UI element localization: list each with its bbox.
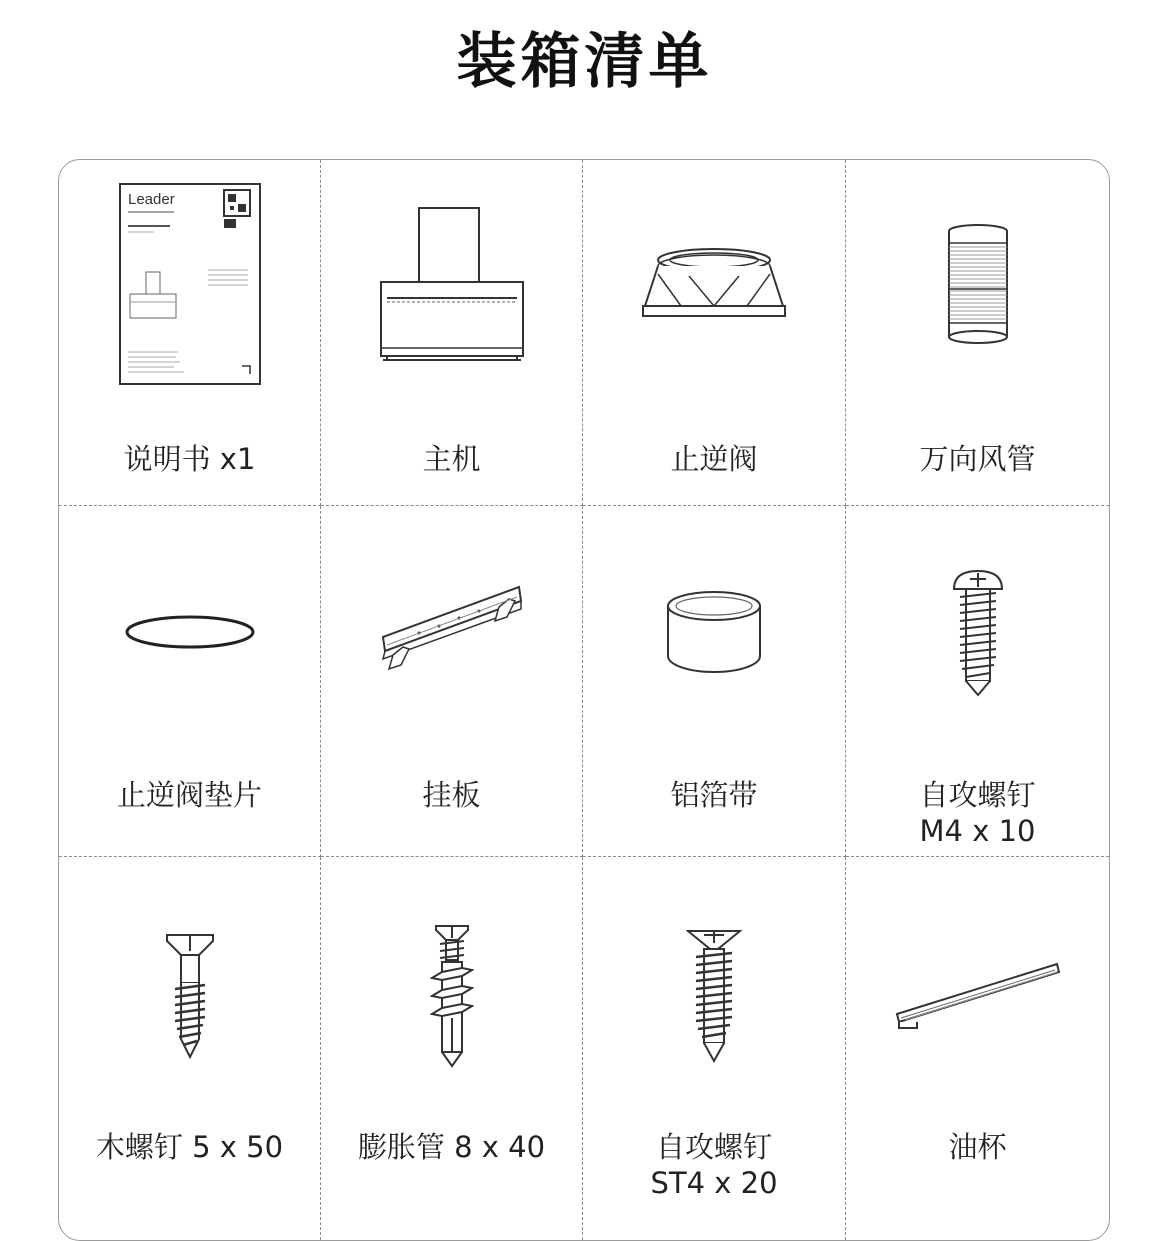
- item-label: 止逆阀垫片: [116, 778, 262, 812]
- item-label-line2: M4 x 10: [919, 814, 1036, 848]
- item-label: 挂板: [422, 778, 481, 812]
- flexible-duct-icon: [946, 223, 1010, 345]
- page-title: 装箱清单: [456, 27, 713, 97]
- item-label: 说明书 x1: [123, 442, 256, 476]
- item-countersunk-screw: [583, 857, 846, 1240]
- item-manual: [59, 160, 321, 506]
- countersunk-screw-icon: [686, 927, 742, 1063]
- mounting-plate-icon: [379, 583, 525, 681]
- item-range-hood: [321, 160, 583, 506]
- oil-cup-icon: [893, 960, 1063, 1030]
- item-check-valve: [583, 160, 846, 506]
- item-mounting-plate: [321, 506, 583, 857]
- item-label-line1: 自攻螺钉: [919, 778, 1036, 812]
- item-label-line1: 自攻螺钉: [655, 1130, 772, 1164]
- manual-brand-logo: Leader: [127, 191, 175, 209]
- gasket-ring-icon: [124, 614, 256, 650]
- item-wall-anchor: [321, 857, 583, 1240]
- item-label: 膨胀管 8 x 40: [357, 1130, 546, 1164]
- item-label: 铝箔带: [670, 778, 758, 812]
- item-label: 主机: [422, 442, 481, 476]
- wall-anchor-icon: [430, 922, 474, 1068]
- item-oil-cup: [846, 857, 1109, 1240]
- item-label: 油杯: [948, 1130, 1007, 1164]
- manual-icon: [118, 182, 262, 386]
- check-valve-icon: [641, 246, 787, 322]
- item-label: 万向风管: [919, 442, 1036, 476]
- foil-tape-icon: [664, 588, 764, 676]
- pan-head-screw-icon: [950, 567, 1006, 697]
- item-flexible-duct: [846, 160, 1109, 506]
- item-foil-tape: [583, 506, 846, 857]
- item-label: 木螺钉 5 x 50: [95, 1130, 284, 1164]
- item-label: 止逆阀: [670, 442, 758, 476]
- wood-screw-icon: [165, 931, 215, 1059]
- item-wood-screw: [59, 857, 321, 1240]
- packing-list-grid: [59, 160, 1109, 1240]
- item-label: [846, 777, 1109, 849]
- item-label: [583, 1129, 845, 1201]
- packing-list-panel: [58, 159, 1110, 1241]
- item-pan-head-screw: [846, 506, 1109, 857]
- item-label-line2: ST4 x 20: [650, 1166, 778, 1200]
- range-hood-icon: [377, 206, 527, 362]
- item-gasket: [59, 506, 321, 857]
